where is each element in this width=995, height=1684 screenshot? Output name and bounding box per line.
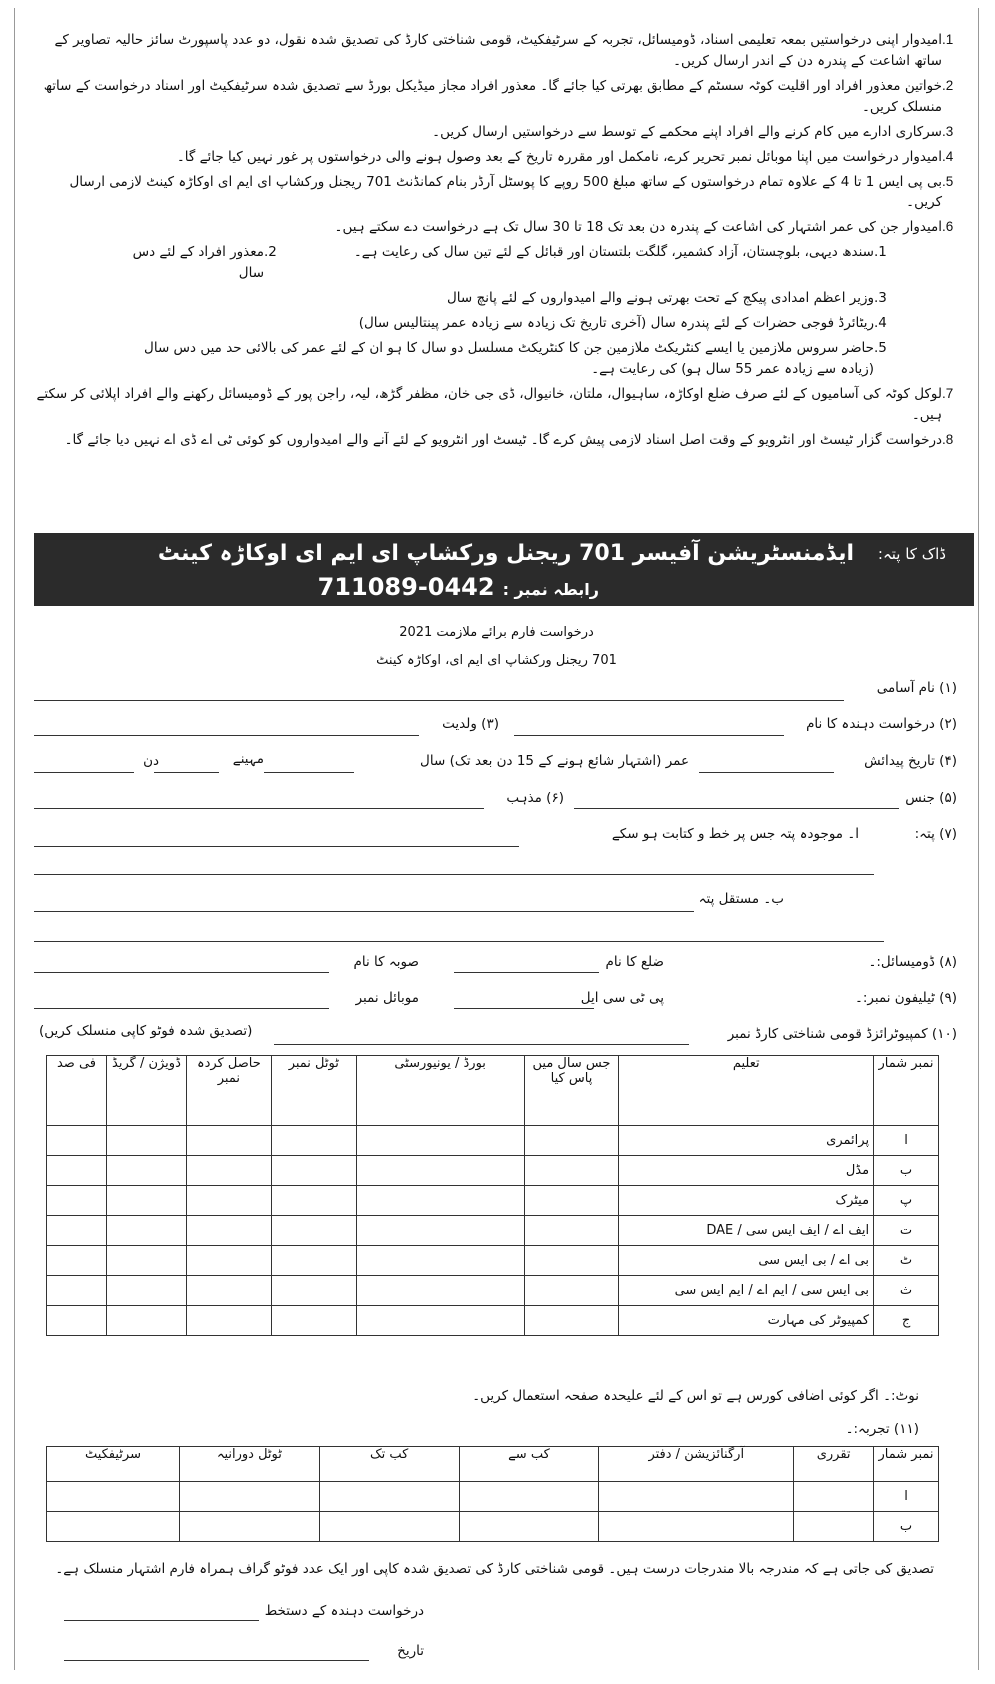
relaxation-item — [114, 338, 904, 380]
cell-input[interactable] — [186, 1276, 271, 1306]
header-division: ڈویژن / گریڈ — [106, 1056, 186, 1126]
cell-input[interactable] — [47, 1246, 107, 1276]
cell-input[interactable] — [47, 1306, 107, 1336]
postal-address-label: ڈاک کا پتہ: — [877, 545, 946, 563]
cell-input[interactable] — [319, 1512, 459, 1542]
instruction-item — [34, 147, 974, 168]
table-row — [47, 1482, 939, 1512]
cell-input[interactable] — [524, 1156, 619, 1186]
province-field[interactable] — [34, 972, 329, 973]
mobile-field[interactable] — [34, 1008, 329, 1009]
father-name-label: (۳) ولدیت — [442, 716, 499, 732]
header-organization: آرگنائزیشن / دفتر — [599, 1447, 794, 1482]
contact-number-value: 0442-711089 — [317, 573, 495, 601]
religion-label: (۶) مذہب — [506, 790, 564, 806]
instruction-text: امیدوار درخواست میں اپنا موبائل نمبر تحریر کرے، نامکمل اور مقررہ تاریخ کے بعد وصول ہونے والی درخواستوں پر غور نہیں کیا جائے گا۔ — [176, 148, 942, 165]
instruction-number: .2 — [942, 77, 954, 93]
relaxation-item — [114, 242, 904, 284]
header-board: بورڈ / یونیورسٹی — [356, 1056, 524, 1126]
age-months-field[interactable] — [154, 772, 219, 773]
current-address-field[interactable] — [34, 846, 519, 847]
cell-input[interactable] — [106, 1276, 186, 1306]
cell-input[interactable] — [106, 1186, 186, 1216]
table-row — [47, 1306, 939, 1336]
cell-input[interactable] — [524, 1126, 619, 1156]
cell-input[interactable] — [524, 1246, 619, 1276]
relaxation-number: .1 — [874, 244, 887, 261]
cell-input[interactable] — [524, 1276, 619, 1306]
declaration-text: تصدیق کی جاتی ہے کہ مندرجہ بالا مندرجات درست ہیں۔ قومی شناختی کارڈ کی تصدیق شدہ کاپی اور ایک عدد فوٹو گراف ہمراہ فارم اشتہار منسلک ہے۔ — [55, 1561, 934, 1577]
district-label: ضلع کا نام — [605, 954, 664, 970]
header-passing-year: جس سال میں پاس کیا — [524, 1056, 619, 1126]
cnic-note: (تصدیق شدہ فوٹو کاپی منسلک کریں) — [39, 1023, 253, 1039]
cell-input[interactable] — [186, 1156, 271, 1186]
cell-input[interactable] — [319, 1482, 459, 1512]
header-from: کب سے — [459, 1447, 599, 1482]
cell-input[interactable] — [599, 1482, 794, 1512]
cell-input[interactable] — [356, 1126, 524, 1156]
mobile-label: موبائل نمبر — [355, 990, 419, 1006]
table-row — [47, 1126, 939, 1156]
row-serial: ٹ — [874, 1246, 939, 1276]
cell-input[interactable] — [186, 1216, 271, 1246]
table-row — [47, 1216, 939, 1246]
province-label: صوبہ کا نام — [353, 954, 419, 970]
row-serial: ا — [874, 1126, 939, 1156]
cell-input[interactable] — [271, 1246, 356, 1276]
row-education: ایف اے / ایف ایس سی / DAE — [619, 1216, 874, 1246]
father-name-field[interactable] — [34, 735, 419, 736]
cell-input[interactable] — [106, 1216, 186, 1246]
instruction-text: امیدوار اپنی درخواستیں بمعہ تعلیمی اسناد، ڈومیسائل، تجربہ کے سرٹیفکیٹ، قومی شناختی کارڈ کی تصدیق شدہ نقول، دو عدد پاسپورٹ سائز حالیہ تصاویر کے ساتھ اشاعت کے پندرہ دن کے اندر ارسال کریں۔ — [54, 32, 942, 69]
address-label: (۷) پتہ: — [914, 826, 957, 842]
age-days-label: دن — [143, 753, 159, 769]
relaxation-text: حاضر سروس ملازمین یا ایسے کنٹریکٹ ملازمین جن کا کنٹریکٹ مسلسل دو سال کا ہو ان کے لئے عمر کی بالائی حد میں دس سال (زیادہ سے زیادہ عمر 55 سال ہو) کی رعایت ہے۔ — [144, 339, 874, 377]
age-months-label: مہینے — [232, 751, 264, 767]
table-row — [47, 1156, 939, 1186]
row-serial: پ — [874, 1186, 939, 1216]
cell-input[interactable] — [179, 1482, 319, 1512]
cell-input[interactable] — [356, 1276, 524, 1306]
cell-input[interactable] — [356, 1246, 524, 1276]
age-label: عمر (اشتہار شائع ہونے کے 15 دن بعد تک) سال — [420, 753, 689, 769]
row-education: بی ایس سی / ایم اے / ایم ایس سی — [619, 1276, 874, 1306]
date-of-birth-field[interactable] — [699, 772, 834, 773]
cell-input[interactable] — [356, 1186, 524, 1216]
cell-input[interactable] — [106, 1126, 186, 1156]
row-education: بی اے / بی ایس سی — [619, 1246, 874, 1276]
header-total-marks: ٹوٹل نمبر — [271, 1056, 356, 1126]
instruction-text: بی پی ایس 1 تا 4 کے علاوہ تمام درخواستوں کے ساتھ مبلغ 500 روپے کا پوسٹل آرڈر بنام کمانڈنٹ 701 ریجنل ورکشاپ ای ایم ای اوکاڑہ کینٹ لازمی ارسال کریں۔ — [69, 173, 942, 211]
instruction-number: .1 — [942, 32, 954, 47]
form-title: درخواست فارم برائے ملازمت 2021 — [399, 625, 594, 640]
age-years-field[interactable] — [264, 772, 354, 773]
cell-input[interactable] — [356, 1216, 524, 1246]
job-application-page — [14, 8, 979, 1676]
table-row — [47, 1512, 939, 1542]
row-serial: ا — [874, 1482, 939, 1512]
cell-input[interactable] — [459, 1482, 599, 1512]
header-serial: نمبر شمار — [874, 1447, 939, 1482]
experience-table — [46, 1446, 939, 1542]
cell-input[interactable] — [524, 1306, 619, 1336]
cnic-field[interactable] — [274, 1044, 689, 1045]
relaxation-number: .5 — [874, 339, 887, 356]
instruction-number: .4 — [942, 148, 954, 164]
relaxation-text: وزیر اعظم امدادی پیکج کے تحت بھرتی ہونے والے امیدواروں کے لئے پانچ سال — [446, 290, 874, 307]
date-field[interactable] — [64, 1660, 369, 1661]
instruction-text: درخواست گزار ٹیسٹ اور انٹرویو کے وقت اصل اسناد لازمی پیش کرے گا۔ ٹیسٹ اور انٹرویو کے لئے آنے والے امیدواروں کو کوئی ٹی اے ڈی اے نہیں دیا جائے گا۔ — [64, 431, 942, 448]
experience-header-row — [47, 1447, 939, 1482]
relaxation-item — [114, 313, 904, 334]
signature-field[interactable] — [64, 1620, 259, 1621]
instruction-text: سرکاری ادارے میں کام کرنے والے افراد اپنے محکمے کے توسط سے درخواستیں ارسال کریں۔ — [432, 123, 942, 140]
table-row — [47, 1186, 939, 1216]
age-days-field[interactable] — [34, 772, 134, 773]
cell-input[interactable] — [47, 1276, 107, 1306]
instruction-item — [34, 76, 974, 118]
row-serial: ب — [874, 1512, 939, 1542]
postal-address: ایڈمنسٹریشن آفیسر 701 ریجنل ورکشاپ ای ایم ای اوکاڑہ کینٹ — [157, 541, 854, 566]
header-education: تعلیم — [619, 1056, 874, 1126]
contact-number — [318, 573, 599, 601]
row-education: میٹرک — [619, 1186, 874, 1216]
permanent-address-field[interactable] — [34, 911, 694, 912]
cell-input[interactable] — [106, 1306, 186, 1336]
age-relaxation-list — [34, 242, 974, 380]
header-appointment: تقرری — [794, 1447, 874, 1482]
cell-input[interactable] — [794, 1482, 874, 1512]
cell-input[interactable] — [186, 1306, 271, 1336]
relaxation-number: .2 — [264, 244, 277, 261]
row-serial: ج — [874, 1306, 939, 1336]
telephone-label: (۹) ٹیلیفون نمبر:۔ — [854, 990, 957, 1006]
cell-input[interactable] — [271, 1216, 356, 1246]
cell-input[interactable] — [186, 1246, 271, 1276]
relaxation-item — [114, 288, 904, 309]
row-serial: ث — [874, 1276, 939, 1306]
instruction-number: .3 — [942, 123, 954, 139]
row-serial: ب — [874, 1156, 939, 1186]
relaxation-text: معذور افراد کے لئے دس سال — [132, 244, 264, 282]
cell-input[interactable] — [794, 1512, 874, 1542]
relaxation-number: .3 — [874, 290, 887, 307]
cell-input[interactable] — [47, 1512, 180, 1542]
cnic-label: (۱۰) کمپیوٹرائزڈ قومی شناختی کارڈ نمبر — [727, 1026, 957, 1042]
relaxation-text: سندھ دیہی، بلوچستان، آزاد کشمیر، گلگت بلتستان اور قبائل کے لئے تین سال کی رعایت ہے۔ — [353, 244, 874, 261]
header-to: کب تک — [319, 1447, 459, 1482]
permanent-address-field-line2[interactable] — [34, 941, 884, 942]
header-obtained-marks: حاصل کردہ نمبر — [186, 1056, 271, 1126]
cell-input[interactable] — [459, 1512, 599, 1542]
additional-course-note: نوٹ:۔ اگر کوئی اضافی کورس ہے تو اس کے لئے علیحدہ صفحہ استعمال کریں۔ — [472, 1388, 919, 1404]
instruction-item — [34, 172, 974, 214]
instruction-number: .6 — [942, 219, 954, 235]
instructions-list — [34, 30, 974, 455]
domicile-label: (۸) ڈومیسائل:۔ — [868, 954, 957, 970]
cell-input[interactable] — [356, 1156, 524, 1186]
cell-input[interactable] — [47, 1156, 107, 1186]
cell-input[interactable] — [186, 1186, 271, 1216]
current-address-field-line2[interactable] — [34, 874, 874, 875]
post-name-field[interactable] — [34, 700, 844, 701]
education-table — [46, 1055, 939, 1336]
instruction-number: .7 — [942, 385, 954, 401]
education-header-row — [47, 1056, 939, 1126]
row-education: پرائمری — [619, 1126, 874, 1156]
cell-input[interactable] — [271, 1156, 356, 1186]
instruction-text: لوکل کوٹہ کی آسامیوں کے لئے صرف ضلع اوکاڑہ، ساہیوال، ملتان، خانیوال، ڈی جی خان، مظفر گڑھ، لیہ، راجن پور کے ڈومیسائل رکھنے والے افراد اپلائی کر سکتے ہیں۔ — [36, 385, 942, 423]
gender-field[interactable] — [574, 808, 899, 809]
cell-input[interactable] — [599, 1512, 794, 1542]
cell-input[interactable] — [356, 1306, 524, 1336]
permanent-address-label: ب۔ مستقل پتہ — [698, 891, 784, 907]
cell-input[interactable] — [47, 1482, 180, 1512]
ptcl-field[interactable] — [454, 1008, 594, 1009]
religion-field[interactable] — [34, 808, 484, 809]
cell-input[interactable] — [271, 1276, 356, 1306]
relaxation-number: .4 — [874, 315, 887, 332]
cell-input[interactable] — [47, 1126, 107, 1156]
cell-input[interactable] — [524, 1216, 619, 1246]
cell-input[interactable] — [271, 1186, 356, 1216]
applicant-name-field[interactable] — [514, 735, 784, 736]
table-row — [47, 1246, 939, 1276]
cell-input[interactable] — [47, 1216, 107, 1246]
ptcl-label: پی ٹی سی ایل — [580, 990, 664, 1006]
gender-label: (۵) جنس — [905, 790, 957, 806]
row-serial: ت — [874, 1216, 939, 1246]
instruction-text: خواتین معذور افراد اور اقلیت کوٹہ سسٹم کے مطابق بھرتی کیا جائے گا۔ معذور افراد مجاز میڈیکل بورڈ سے تصدیق شدہ سرٹیفکیٹ اور اسناد درخواست کے ساتھ منسلک کریں۔ — [43, 77, 942, 115]
header-percentage: فی صد — [47, 1056, 107, 1126]
instruction-number: .8 — [942, 431, 954, 447]
post-name-label: (۱) نام آسامی — [876, 680, 957, 696]
relaxation-text: ریٹائرڈ فوجی حضرات کے لئے پندرہ سال (آخری تاریخ تک زیادہ سے زیادہ عمر پینتالیس سال) — [358, 315, 874, 332]
current-address-label: ا۔ موجودہ پتہ جس پر خط و کتابت ہو سکے — [611, 826, 859, 842]
instruction-item — [34, 384, 974, 426]
district-field[interactable] — [454, 972, 599, 973]
cell-input[interactable] — [186, 1126, 271, 1156]
cell-input[interactable] — [47, 1186, 107, 1216]
cell-input[interactable] — [524, 1186, 619, 1216]
row-education: مڈل — [619, 1156, 874, 1186]
contact-number-label: رابطہ نمبر : — [502, 580, 599, 599]
instruction-item — [34, 30, 974, 72]
cell-input[interactable] — [179, 1512, 319, 1542]
form-subtitle: 701 ریجنل ورکشاپ ای ایم ای، اوکاڑہ کینٹ — [376, 653, 617, 668]
address-banner — [34, 533, 974, 606]
cell-input[interactable] — [271, 1306, 356, 1336]
header-certificate: سرٹیفکیٹ — [47, 1447, 180, 1482]
cell-input[interactable] — [271, 1126, 356, 1156]
instruction-item — [34, 122, 974, 143]
cell-input[interactable] — [106, 1246, 186, 1276]
header-duration: ٹوٹل دورانیہ — [179, 1447, 319, 1482]
instruction-item — [34, 217, 974, 238]
cell-input[interactable] — [106, 1156, 186, 1186]
instruction-number: .5 — [942, 173, 954, 189]
table-row — [47, 1276, 939, 1306]
instruction-item — [34, 430, 974, 451]
date-label: تاریخ — [397, 1643, 424, 1659]
applicant-name-label: (۲) درخواست دہندہ کا نام — [806, 716, 957, 732]
signature-label: درخواست دہندہ کے دستخط — [264, 1603, 424, 1619]
date-of-birth-label: (۴) تاریخ پیدائش — [864, 753, 957, 769]
instruction-text: امیدوار جن کی عمر اشتہار کی اشاعت کے پندرہ دن بعد تک 18 تا 30 سال تک ہے درخواست دے سکتے ہیں۔ — [334, 219, 942, 236]
header-serial: نمبر شمار — [874, 1056, 939, 1126]
row-education: کمپیوٹر کی مہارت — [619, 1306, 874, 1336]
experience-label: (۱۱) تجربہ:۔ — [845, 1421, 919, 1437]
